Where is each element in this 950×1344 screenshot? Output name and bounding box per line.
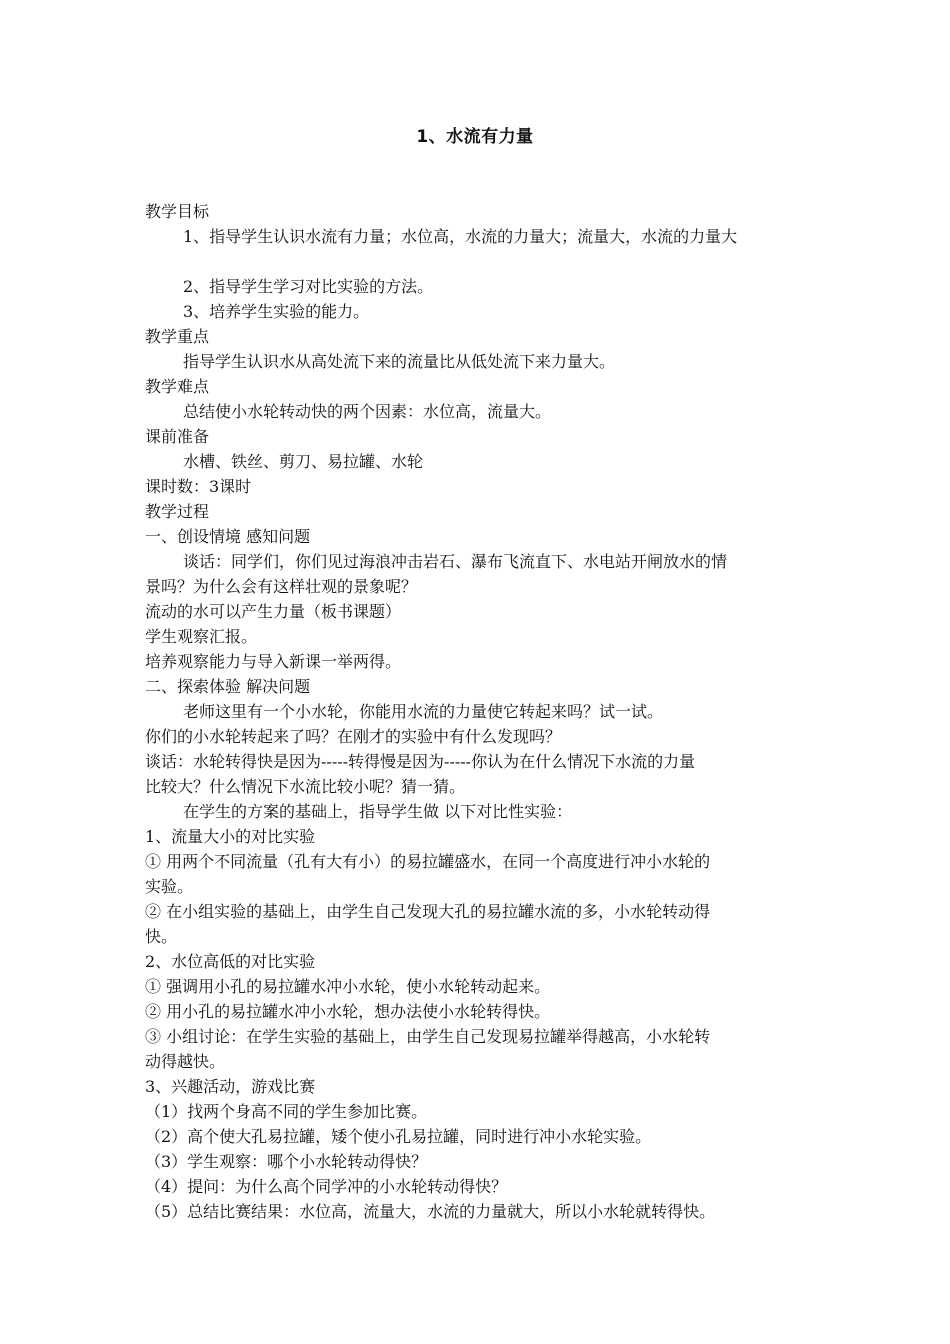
experiment-1-step-2b: 快。 [145, 927, 178, 946]
talk-line-3: 谈话：水轮转得快是因为-----转得慢是因为-----你认为在什么情况下水流的力量 [145, 752, 696, 771]
heading-objectives: 教学目标 [145, 202, 210, 221]
activity-step-4: （4）提问：为什么高个同学冲的小水轮转动得快？ [145, 1177, 508, 1196]
preparation-text: 水槽、铁丝、剪刀、易拉罐、水轮 [183, 452, 424, 471]
experiment-2-heading: 2、水位高低的对比实验 [145, 952, 316, 971]
document-title: 1、水流有力量 [416, 127, 534, 147]
experiment-2-step-2: ② 用小孔的易拉罐水冲小水轮，想办法使小水轮转得快。 [145, 1002, 551, 1021]
class-hours: 课时数：3课时 [145, 477, 252, 496]
experiment-2-step-1: ① 强调用小孔的易拉罐水冲小水轮，使小水轮转动起来。 [145, 977, 551, 996]
heading-preparation: 课前准备 [145, 427, 210, 446]
question-line: 你们的小水轮转起来了吗？在刚才的实验中有什么发现吗？ [145, 727, 562, 746]
talk-line-1: 谈话：同学们，你们见过海浪冲击岩石、瀑布飞流直下、水电站开闸放水的情 [183, 552, 728, 571]
section-1-heading: 一、创设情境 感知问题 [145, 527, 311, 546]
heading-process: 教学过程 [145, 502, 210, 521]
activity-step-2: （2）高个使大孔易拉罐，矮个使小孔易拉罐，同时进行冲小水轮实验。 [145, 1127, 652, 1146]
key-point-text: 指导学生认识水从高处流下来的流量比从低处流下来力量大。 [183, 352, 616, 371]
activity-heading: 3、兴趣活动，游戏比赛 [145, 1077, 316, 1096]
experiment-2-step-3a: ③ 小组讨论：在学生实验的基础上，由学生自己发现易拉罐举得越高，小水轮转 [145, 1027, 711, 1046]
observe-ability-line: 培养观察能力与导入新课一举两得。 [145, 652, 402, 671]
experiment-1-heading: 1、流量大小的对比实验 [145, 827, 316, 846]
experiment-1-step-1a: ① 用两个不同流量（孔有大有小）的易拉罐盛水，在同一个高度进行冲小水轮的 [145, 852, 711, 871]
experiment-1-step-2a: ② 在小组实验的基础上，由学生自己发现大孔的易拉罐水流的多，小水轮转动得 [145, 902, 711, 921]
blank-line [145, 249, 813, 274]
activity-step-5: （5）总结比赛结果：水位高，流量大，水流的力量就大，所以小水轮就转得快。 [145, 1202, 716, 1221]
experiment-1-step-1b: 实验。 [145, 877, 194, 896]
board-title-line: 流动的水可以产生力量（板书课题） [145, 602, 402, 621]
observe-report-line: 学生观察汇报。 [145, 627, 258, 646]
activity-step-3: （3）学生观察：哪个小水轮转动得快？ [145, 1152, 428, 1171]
objective-2: 2、指导学生学习对比实验的方法。 [183, 277, 434, 296]
activity-step-1: （1）找两个身高不同的学生参加比赛。 [145, 1102, 428, 1121]
teacher-line: 老师这里有一个小水轮，你能用水流的力量使它转起来吗？试一试。 [183, 702, 664, 721]
section-2-heading: 二、探索体验 解决问题 [145, 677, 311, 696]
talk-line-4: 比较大？什么情况下水流比较小呢？猜一猜。 [145, 777, 466, 796]
experiment-2-step-3b: 动得越快。 [145, 1052, 226, 1071]
talk-line-2: 景吗？为什么会有这样壮观的景象呢？ [145, 577, 418, 596]
difficulty-text: 总结使小水轮转动快的两个因素：水位高，流量大。 [183, 402, 552, 421]
document-body [145, 199, 813, 1224]
heading-difficulties: 教学难点 [145, 377, 210, 396]
objective-1: 1、指导学生认识水流有力量；水位高，水流的力量大；流量大，水流的力量大 [183, 227, 738, 246]
guide-line: 在学生的方案的基础上，指导学生做 以下对比性实验： [183, 802, 573, 821]
heading-key-points: 教学重点 [145, 327, 210, 346]
objective-3: 3、培养学生实验的能力。 [183, 302, 370, 321]
